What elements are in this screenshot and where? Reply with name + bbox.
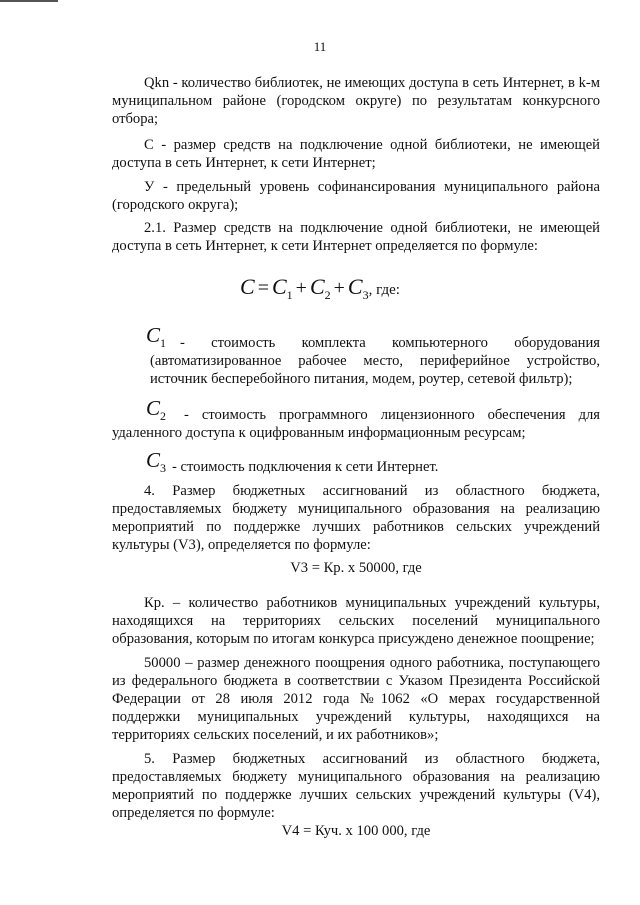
paragraph-qkn: Qkn - количество библиотек, не имеющих доступа в сеть Интернет, в k-м муниципальном районе (городском округе) по результатам конкурсного отбора; xyxy=(112,75,600,127)
formula-term-3: C xyxy=(347,274,363,299)
paragraph-u: У - предельный уровень софинансирования муниципального района (городского округа); xyxy=(112,179,600,213)
page-number: 11 xyxy=(313,39,327,54)
var-c2-sub: 2 xyxy=(160,409,167,423)
formula-sub-1: 1 xyxy=(286,288,293,302)
var-c3 xyxy=(146,448,176,477)
var-c1 xyxy=(146,323,186,352)
formula-sub-3: 3 xyxy=(362,288,369,302)
formula-eq: = xyxy=(257,277,269,299)
var-c1-sub: 1 xyxy=(160,336,167,350)
var-c3-symbol: C xyxy=(146,448,161,472)
top-edge-line xyxy=(0,0,58,2)
formula-c xyxy=(0,274,640,304)
formula-lhs: C xyxy=(240,274,255,299)
paragraph-50000: 50000 – размер денежного поощрения одного работника, поступающего из федерального бюджета в соответствии с Указом Президента Российской Федерации от 28 июля 2012 года №1062 «О мерах государственной поддержки муниципальных учреждений культуры, находящихся на территориях сельских поселений, и их работников»; xyxy=(112,655,600,743)
paragraph-2-1: 2.1. Размер средств на подключение одной библиотеки, не имеющей доступа в сеть Интернет, к сети Интернет определяется по формуле: xyxy=(112,220,600,254)
formula-v4: V4 = Куч. х 100 000, где xyxy=(281,823,431,839)
var-c2-symbol: C xyxy=(146,396,161,420)
paragraph-c1: - стоимость комплекта компьютерного оборудования (автоматизированное рабочее место, периферийное устройство, источник бесперебойного питания, модем, роутер, сетевой фильтр); xyxy=(150,335,600,387)
formula-tail: , где: xyxy=(368,282,400,298)
paragraph-kr: Кр. – количество работников муниципальных учреждений культуры, находящихся на территориях сельских поселений муниципального образования, которым по итогам конкурса присуждено денежное поощрение; xyxy=(112,595,600,647)
formula-plus-1: + xyxy=(295,277,307,299)
formula-term-1: C xyxy=(271,274,287,299)
paragraph-c: С - размер средств на подключение одной библиотеки, не имеющей доступа в сеть Интернет, к сети Интернет; xyxy=(112,137,600,171)
formula-v3: V3 = Кр. х 50000, где xyxy=(290,560,422,576)
var-c1-symbol: C xyxy=(146,323,161,347)
formula-plus-2: + xyxy=(333,277,345,299)
formula-term-2: C xyxy=(309,274,325,299)
paragraph-c3: - стоимость подключения к сети Интернет. xyxy=(172,459,439,475)
paragraph-5: 5. Размер бюджетных ассигнований из областного бюджета, предоставляемых бюджету муниципального образования на реализацию мероприятий по поддержке лучших сельских учреждений культуры (V4), определяется по формуле: xyxy=(112,751,600,821)
paragraph-4: 4. Размер бюджетных ассигнований из областного бюджета, предоставляемых бюджету муниципального образования на реализацию мероприятий по поддержке лучших работников сельских учреждений культуры (V3), определяется по формуле: xyxy=(112,483,600,553)
var-c2 xyxy=(146,396,186,425)
formula-sub-2: 2 xyxy=(324,288,331,302)
var-c3-sub: 3 xyxy=(160,461,167,475)
paragraph-c2: - стоимость программного лицензионного обеспечения для удаленного доступа к оцифрованным информационным ресурсам; xyxy=(112,407,600,441)
